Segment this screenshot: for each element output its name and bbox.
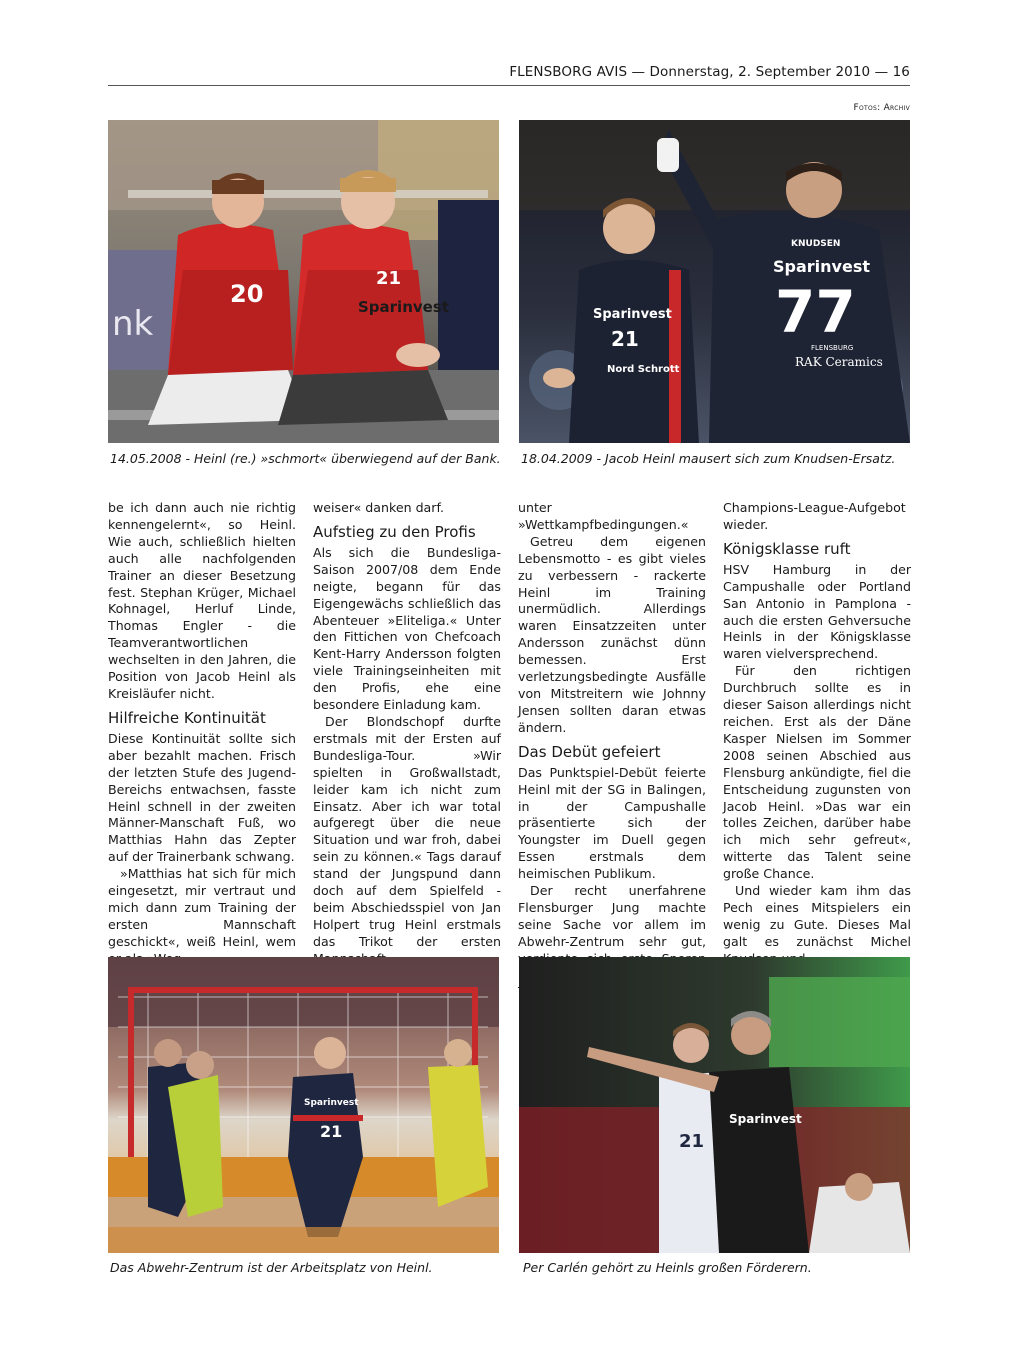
photo-highfive-jersey-77: 77: [775, 278, 856, 346]
photo-bench-ad: Sparinvest: [358, 298, 449, 316]
col4-paragraph-3: Für den richtigen Durchbruch sollte es in dieser Saison allerdings nicht reichen. Erst als der Däne Kasper Nielsen im Sommer 2008 seinen Abschied aus Flensburg ankündigte, fiel die Entscheidung zugunsten von Jacob Heinl. »Das war ein tolles Zeichen, darüber habe ich mich sehr gefreut«, witterte das Talent seine große Chance.: [723, 663, 911, 882]
photo-coach-image: [519, 957, 910, 1253]
col2-paragraph-3: Der Blondschopf durfte erstmals mit der Ersten auf Bundesliga-Tour. »Wir spielten in Großwallstadt, leider kam ich nicht zum Einsatz. Aber ich war total aufgeregt über die neue Situation und war froh, dabei sein zu können.« Tags darauf stand der Jungspund dann doch auf dem Spielfeld - beim Abschiedsspiel von Jan Holpert trug Heinl erstmals das Trikot der ersten: [313, 713, 501, 949]
photo-bench-jersey-20: 20: [230, 280, 264, 308]
article-column-3: [518, 500, 706, 1001]
col2-paragraph-1: weiser« danken darf.: [313, 500, 444, 515]
photo-highfive-image: [519, 120, 910, 443]
photo-coach: [519, 957, 910, 1253]
col3-paragraph-3: Das Punktspiel-Debüt feierte Heinl mit der SG in Balingen, in der Campushalle präsentierte sich der Youngster im Duell gegen Essen erstmals dem heimischen Publikum.: [518, 764, 706, 882]
article-column-2: [313, 500, 501, 968]
col1-subheading: Hilfreiche Kontinuität: [108, 708, 266, 727]
col4-paragraph-2: HSV Hamburg in der Campushalle oder Portland San Antonio in Pamplona - auch die ersten Gehversuche Heinls in der Königsklasse waren vielversprechend.: [723, 561, 911, 662]
caption-top-left: 14.05.2008 - Heinl (re.) »schmort« überwiegend auf der Bank.: [110, 451, 501, 466]
article-column-4: [723, 500, 911, 968]
photo-credit: Fotos: Archiv: [853, 103, 910, 113]
col4-subheading: Königsklasse ruft: [723, 539, 851, 558]
caption-bottom-left: Das Abwehr-Zentrum ist der Arbeitsplatz von Heinl.: [110, 1260, 433, 1275]
caption-bottom-right: Per Carlén gehört zu Heinls großen Förderern.: [523, 1260, 812, 1275]
col3-paragraph-1: unter »Wettkampfbedingungen.«: [518, 500, 689, 532]
header-text: FLENSBORG AVIS — Donnerstag, 2. September 2010 — 16: [509, 64, 910, 80]
photo-highfive: [519, 120, 910, 443]
col1-paragraph-2: Diese Kontinuität sollte sich aber bezahlt machen. Frisch der letzten Stufe des Jugend-Bereichs entwachsen, fasste Heinl schnell in der zweiten Männer-Manschaft Fuß, wo Matthias Hahn das Zepter auf der Trainerbank schwang.: [108, 730, 296, 865]
photo-highfive-chest: Nord Schrott: [607, 364, 680, 375]
photo-highfive-sponsor-small: FLENSBURG: [811, 344, 854, 352]
col3-subheading: Das Debüt gefeiert: [518, 742, 661, 761]
photo-bench: [108, 120, 499, 443]
photo-defense-image: [108, 957, 499, 1253]
photo-coach-jersey-21: 21: [679, 1131, 705, 1152]
photo-highfive-sponsor: RAK Ceramics: [795, 355, 883, 369]
photo-highfive-jersey-21: 21: [611, 327, 639, 351]
col4-paragraph-1: Champions-League-Aufgebot wieder.: [723, 500, 906, 532]
photo-bench-image: [108, 120, 499, 443]
col1-paragraph-3: »Matthias hat sich für mich eingesetzt, mir vertraut und mich dann zum Training der ersten Mannschaft geschickt«, weiß Heinl, wem: [108, 866, 296, 949]
photo-highfive-back-name: KNUDSEN: [791, 239, 841, 249]
article-column-1: [108, 500, 296, 968]
photo-defense-jersey-21: 21: [320, 1122, 343, 1141]
caption-top-right: 18.04.2009 - Jacob Heinl mausert sich zum Knudsen-Ersatz.: [521, 451, 896, 466]
col1-paragraph-1: be ich dann auch nie richtig kennengelernt«, so Heinl. Wie auch, schließlich hielten auch alle nachfolgenden Trainer an dieser Besetzung fest. Stephan Krüger, Michael Kohnagel, Herluf Linde, Thomas Engler - die Teamverantwortlichen wechselten in den Jahren, die Position von Jacob Heinl als Kreisläufer nicht.: [108, 500, 296, 701]
col3-paragraph-4: Der recht unerfahrene Flensburger Jung machte seine Sache vor allem im Abwehr-Zentrum sehr gut,: [518, 883, 706, 949]
photo-bench-board-text: nk: [112, 304, 154, 344]
photo-coach-shirt-text: Sparinvest: [729, 1112, 802, 1126]
col3-paragraph-2: Getreu dem eigenen Lebensmotto - es gibt vieles zu verbessern - rackerte Heinl im Training unermüdlich. Allerdings waren Einsatzzeiten unter Andersson zunächst dünn bemessen. Erst verletzungsbedingte Ausfälle von Mitstreitern wie Johnny Jensen sollten daran etwas ändern.: [518, 533, 706, 735]
photo-bench-jersey-21: 21: [376, 268, 402, 289]
col2-subheading: Aufstieg zu den Profis: [313, 522, 476, 541]
photo-defense: [108, 957, 499, 1253]
photo-highfive-back-brand: Sparinvest: [773, 257, 870, 276]
photo-defense-shirt-text: Sparinvest: [304, 1098, 359, 1108]
page-header: [108, 64, 910, 86]
col4-paragraph-4: Und wieder kam ihm das Pech eines Mitspielers ein wenig zu Gute. Dieses Mal galt es zunächst Michel: [723, 883, 911, 949]
header-rule: [108, 85, 910, 86]
col2-paragraph-2: Als sich die Bundesliga-Saison 2007/08 dem Ende neigte, begann für das Eigengewächs schließlich das Abenteuer »Eliteliga.« Unter den Fittichen von Chefcoach Kent-Harry Andersson folgten viele Trainingseinheiten mit den Profis, ehe eine besondere Einladung kam.: [313, 544, 501, 713]
photo-highfive-shirt-text: Sparinvest: [593, 307, 672, 322]
